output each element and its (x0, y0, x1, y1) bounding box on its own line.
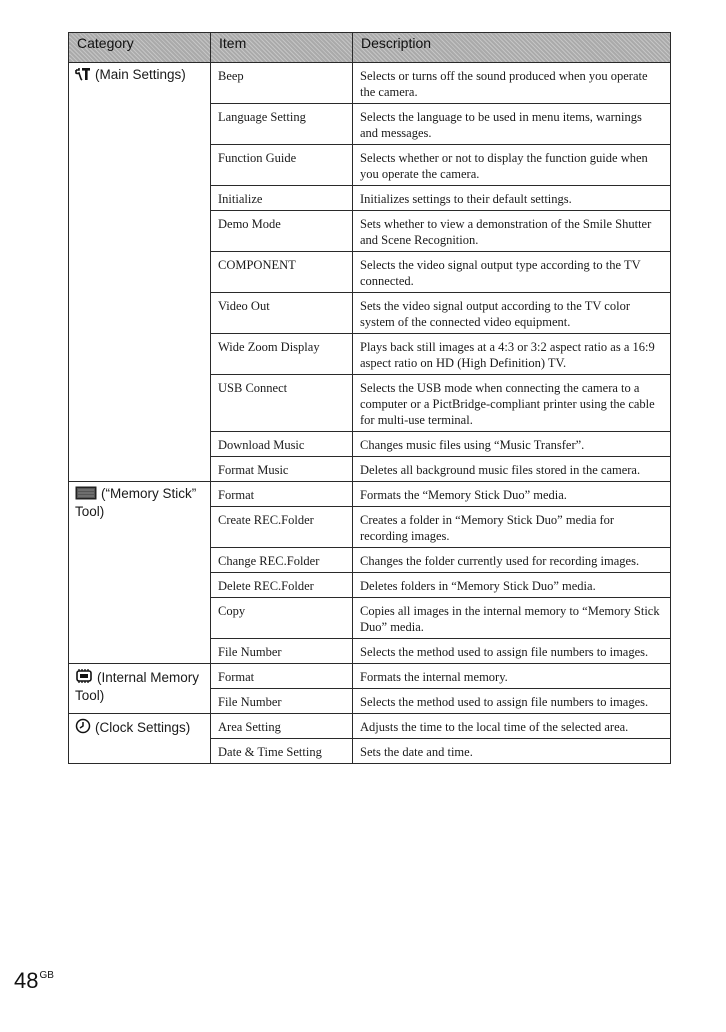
item-cell: File Number (211, 639, 353, 664)
category-label: (Internal Memory Tool) (75, 670, 200, 703)
item-cell: COMPONENT (211, 252, 353, 293)
description-cell: Plays back still images at a 4:3 or 3:2 aspect ratio as a 16:9 aspect ratio on HD (High Definition) TV. (353, 334, 671, 375)
description-cell: Formats the “Memory Stick Duo” media. (353, 482, 671, 507)
description-cell: Changes music files using “Music Transfer”. (353, 432, 671, 457)
description-cell: Selects the video signal output type according to the TV connected. (353, 252, 671, 293)
item-cell: Create REC.Folder (211, 507, 353, 548)
description-cell: Sets the video signal output according to the TV color system of the connected video equipment. (353, 293, 671, 334)
item-cell: Area Setting (211, 714, 353, 739)
item-cell: Video Out (211, 293, 353, 334)
description-cell: Sets the date and time. (353, 739, 671, 764)
description-cell: Selects whether or not to display the function guide when you operate the camera. (353, 145, 671, 186)
item-cell: Demo Mode (211, 211, 353, 252)
description-cell: Initializes settings to their default settings. (353, 186, 671, 211)
item-cell: Beep (211, 63, 353, 104)
item-cell: Delete REC.Folder (211, 573, 353, 598)
category-cell (69, 664, 211, 714)
category-cell (69, 714, 211, 764)
item-cell: Download Music (211, 432, 353, 457)
item-cell: File Number (211, 689, 353, 714)
header-description: Description (353, 33, 671, 63)
category-label: (Clock Settings) (95, 720, 191, 735)
description-cell: Copies all images in the internal memory to “Memory Stick Duo” media. (353, 598, 671, 639)
category-cell (69, 63, 211, 482)
description-cell: Selects the USB mode when connecting the camera to a computer or a PictBridge-compliant printer using the cable for multi-use terminal. (353, 375, 671, 432)
table-body (69, 63, 671, 764)
description-cell: Deletes all background music files stored in the camera. (353, 457, 671, 482)
item-cell: USB Connect (211, 375, 353, 432)
item-cell: Copy (211, 598, 353, 639)
description-cell: Sets whether to view a demonstration of the Smile Shutter and Scene Recognition. (353, 211, 671, 252)
page-number (14, 968, 54, 994)
header-category: Category (69, 33, 211, 63)
item-cell: Initialize (211, 186, 353, 211)
description-cell: Changes the folder currently used for recording images. (353, 548, 671, 573)
item-cell: Format (211, 664, 353, 689)
header-item: Item (211, 33, 353, 63)
description-cell: Selects the method used to assign file numbers to images. (353, 639, 671, 664)
description-cell: Adjusts the time to the local time of the selected area. (353, 714, 671, 739)
category-label: (Main Settings) (95, 67, 186, 82)
item-cell: Function Guide (211, 145, 353, 186)
settings-table (68, 32, 671, 764)
internal-memory-icon (75, 668, 93, 688)
item-cell: Format (211, 482, 353, 507)
category-cell (69, 482, 211, 664)
item-cell: Change REC.Folder (211, 548, 353, 573)
table-row (69, 63, 671, 104)
description-cell: Formats the internal memory. (353, 664, 671, 689)
description-cell: Selects or turns off the sound produced when you operate the camera. (353, 63, 671, 104)
description-cell: Selects the language to be used in menu items, warnings and messages. (353, 104, 671, 145)
page-number-suffix: GB (39, 970, 54, 981)
table-row (69, 482, 671, 507)
item-cell: Wide Zoom Display (211, 334, 353, 375)
item-cell: Language Setting (211, 104, 353, 145)
table-row (69, 664, 671, 689)
wrench-settings-icon (75, 67, 91, 85)
page-number-value: 48 (14, 968, 39, 993)
table-header-row (69, 33, 671, 63)
clock-icon (75, 718, 91, 738)
table-row (69, 714, 671, 739)
item-cell: Format Music (211, 457, 353, 482)
description-cell: Deletes folders in “Memory Stick Duo” media. (353, 573, 671, 598)
memory-stick-icon (75, 486, 97, 504)
description-cell: Creates a folder in “Memory Stick Duo” media for recording images. (353, 507, 671, 548)
description-cell: Selects the method used to assign file numbers to images. (353, 689, 671, 714)
item-cell: Date & Time Setting (211, 739, 353, 764)
category-label: (“Memory Stick” Tool) (75, 486, 197, 519)
